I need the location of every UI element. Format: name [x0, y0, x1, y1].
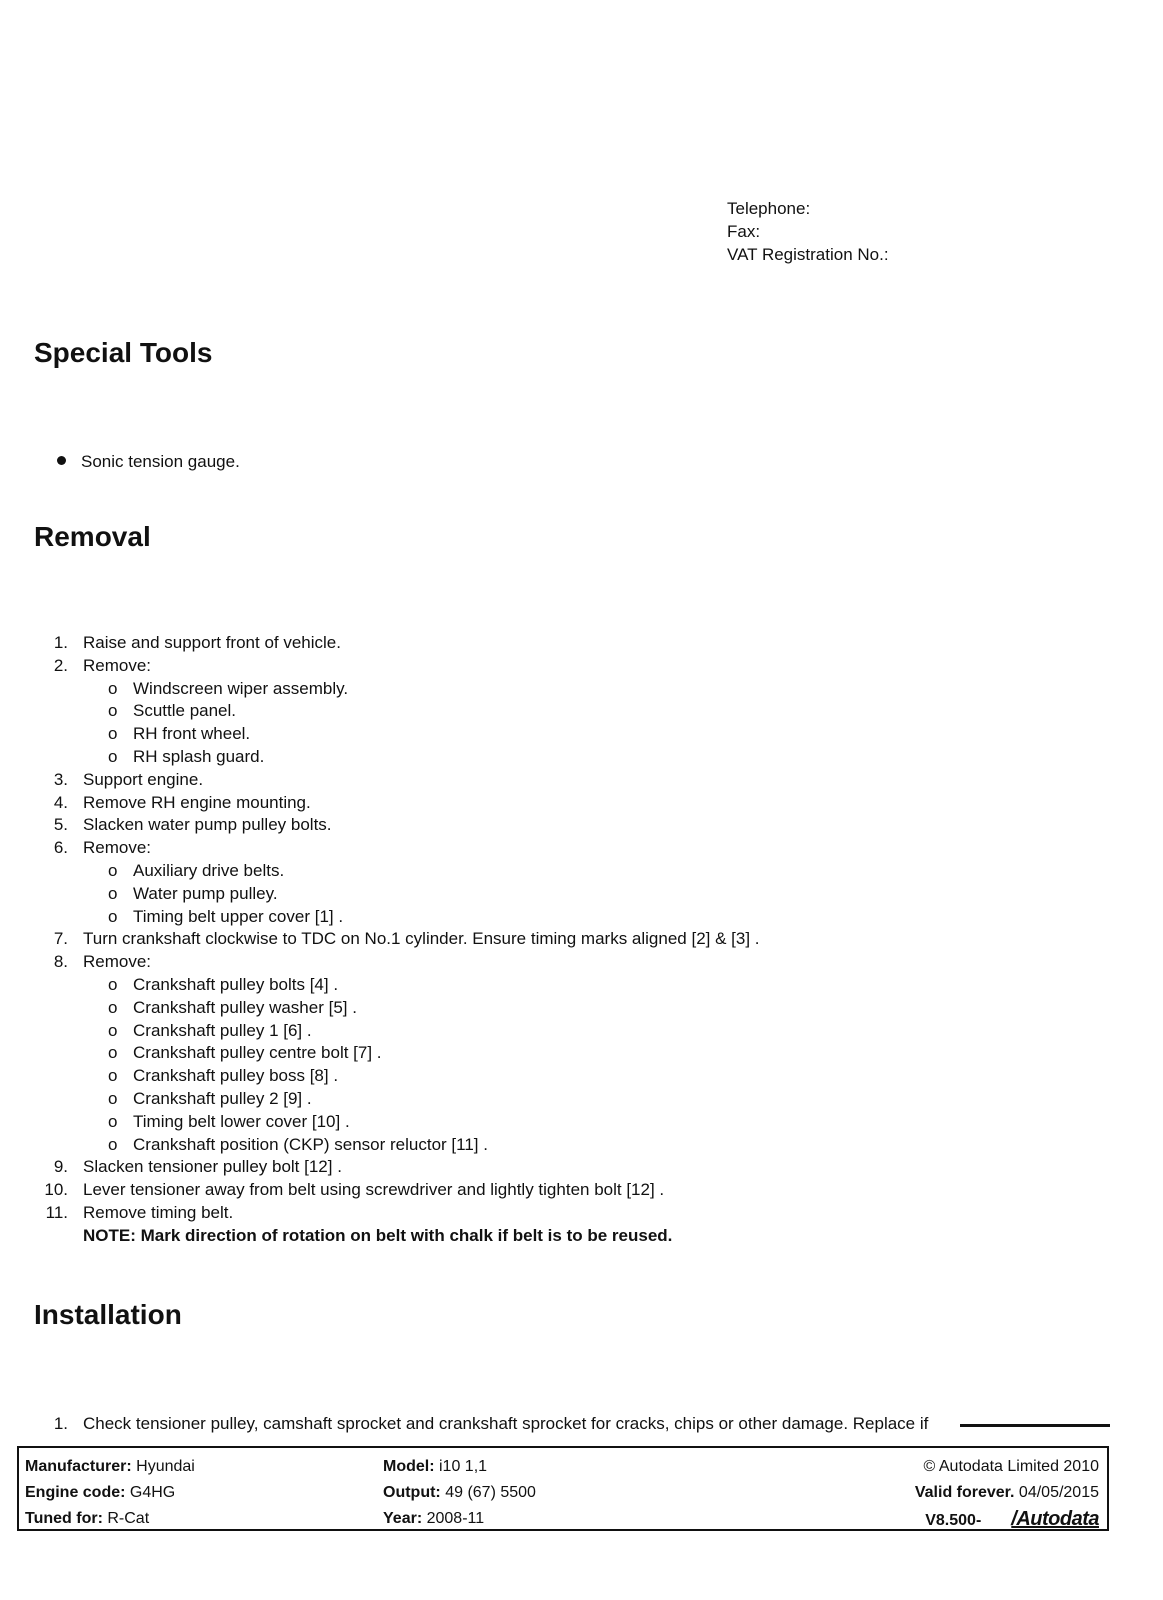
step-text: Slacken water pump pulley bolts.	[83, 815, 332, 835]
sub-item-text: Windscreen wiper assembly.	[133, 678, 349, 698]
sub-list-item	[0, 723, 1163, 746]
step-number: 7.	[53, 929, 68, 949]
step-number: 4.	[53, 792, 68, 812]
bullet-icon	[57, 456, 66, 465]
sub-item-text: RH front wheel.	[133, 724, 251, 744]
step-text: Remove:	[83, 838, 152, 858]
step-number: 8.	[53, 952, 68, 972]
sub-item-text: Auxiliary drive belts.	[133, 860, 285, 880]
list-item	[0, 837, 1163, 860]
circle-bullet-icon: o	[108, 997, 118, 1017]
sub-item-text: Crankshaft pulley 1 [6] .	[133, 1020, 312, 1040]
step-number: 10.	[44, 1180, 68, 1200]
sub-list-item	[0, 1042, 1163, 1065]
step-text: Raise and support front of vehicle.	[83, 633, 341, 652]
sub-list-item	[0, 1134, 1163, 1157]
tuned-for-value: R-Cat	[107, 1510, 150, 1527]
circle-bullet-icon: o	[108, 724, 118, 744]
valid-date: 04/05/2015	[1018, 1484, 1099, 1501]
telephone-label: Telephone:	[727, 199, 811, 218]
step-number: 5.	[53, 815, 68, 835]
removal-heading: Removal	[34, 521, 151, 552]
sub-item-text: Crankshaft pulley boss [8] .	[133, 1066, 339, 1086]
circle-bullet-icon: o	[108, 883, 118, 903]
circle-bullet-icon: o	[108, 1066, 118, 1086]
step-number: 11.	[45, 1202, 68, 1222]
sub-list-item	[0, 700, 1163, 723]
step-text: Support engine.	[83, 769, 204, 789]
list-item	[0, 1202, 1163, 1225]
sub-list-item	[0, 860, 1163, 883]
step-text: Remove:	[83, 655, 152, 675]
sub-list-item	[0, 1065, 1163, 1088]
sub-list-item	[0, 678, 1163, 701]
year-label: Year:	[383, 1510, 423, 1527]
step-text: Remove RH engine mounting.	[83, 792, 311, 812]
sub-item-text: Scuttle panel.	[133, 701, 237, 721]
special-tools-list	[57, 450, 240, 473]
step-text: Remove timing belt.	[83, 1202, 234, 1222]
circle-bullet-icon: o	[108, 906, 118, 926]
manufacturer-value: Hyundai	[136, 1458, 195, 1475]
tuned-for-label: Tuned for:	[25, 1510, 103, 1527]
step-number: 2.	[53, 655, 68, 675]
step-text: Turn crankshaft clockwise to TDC on No.1 cylinder. Ensure timing marks aligned [2] & [3] .	[83, 929, 760, 949]
step-text: Slacken tensioner pulley bolt [12] .	[83, 1157, 342, 1177]
sub-list-item	[0, 883, 1163, 906]
sub-list-item	[0, 974, 1163, 997]
version-text: V8.500-	[925, 1512, 982, 1529]
circle-bullet-icon: o	[108, 860, 118, 880]
sub-list-item	[0, 1111, 1163, 1134]
circle-bullet-icon: o	[108, 974, 118, 994]
footer-model-col	[383, 1454, 536, 1532]
list-item	[0, 1179, 1163, 1202]
circle-bullet-icon: o	[108, 746, 118, 766]
sub-item-text: RH splash guard.	[133, 746, 265, 766]
copyright-text: © Autodata Limited 2010	[923, 1458, 1099, 1475]
circle-bullet-icon: o	[108, 701, 118, 721]
list-item	[0, 928, 1163, 951]
step-number: 3.	[53, 769, 68, 789]
sub-item-text: Timing belt lower cover [10] .	[133, 1111, 350, 1131]
contact-block	[727, 197, 889, 266]
list-item	[0, 792, 1163, 815]
step-number: 1.	[53, 1414, 68, 1433]
divider-line	[960, 1424, 1110, 1427]
sub-item-text: Crankshaft pulley 2 [9] .	[133, 1088, 312, 1108]
sub-item-text: Timing belt upper cover [1] .	[133, 906, 344, 926]
model-label: Model:	[383, 1458, 435, 1475]
sub-item-text: Water pump pulley.	[133, 883, 278, 903]
manufacturer-label: Manufacturer:	[25, 1458, 132, 1475]
list-item	[0, 632, 1163, 655]
list-item	[0, 951, 1163, 974]
footer-copyright-col	[915, 1454, 1099, 1534]
step-text: Lever tensioner away from belt using screwdriver and lightly tighten bolt [12] .	[83, 1180, 665, 1200]
tool-item: Sonic tension gauge.	[81, 452, 240, 471]
footer-vehicle-col	[25, 1454, 195, 1532]
list-item	[0, 655, 1163, 678]
removal-steps-list	[0, 632, 1163, 1248]
output-label: Output:	[383, 1484, 441, 1501]
valid-label: Valid forever.	[914, 1484, 1015, 1501]
sub-list-item	[0, 746, 1163, 769]
fax-label: Fax:	[727, 222, 761, 241]
sub-item-text: Crankshaft pulley washer [5] .	[133, 997, 357, 1017]
vat-label: VAT Registration No.:	[727, 245, 889, 264]
output-value: 49 (67) 5500	[445, 1484, 536, 1501]
model-value: i10 1,1	[439, 1458, 488, 1475]
sub-item-text: Crankshaft pulley centre bolt [7] .	[133, 1043, 382, 1063]
sub-item-text: Crankshaft position (CKP) sensor reluctor [11] .	[133, 1134, 488, 1154]
step-number: 1.	[53, 633, 68, 652]
step-number: 9.	[53, 1157, 68, 1177]
special-tools-heading: Special Tools	[34, 337, 213, 368]
engine-code-value: G4HG	[129, 1484, 176, 1501]
list-item	[0, 1156, 1163, 1179]
circle-bullet-icon: o	[108, 1111, 118, 1131]
autodata-logo: /Autodata	[1011, 1508, 1099, 1530]
step-text: Check tensioner pulley, camshaft sprocket and crankshaft sprocket for cracks, chips or other damage. Replace if	[83, 1414, 929, 1433]
sub-list-item	[0, 906, 1163, 929]
year-value: 2008-11	[426, 1510, 485, 1527]
circle-bullet-icon: o	[108, 1088, 118, 1108]
circle-bullet-icon: o	[108, 1043, 118, 1063]
sub-list-item	[0, 997, 1163, 1020]
footer-info-box	[17, 1446, 1109, 1531]
sub-list-item	[0, 1020, 1163, 1043]
step-text: Remove:	[83, 952, 152, 972]
step-number: 6.	[53, 838, 68, 858]
circle-bullet-icon: o	[108, 1020, 118, 1040]
sub-list-item	[0, 1088, 1163, 1111]
note-text: NOTE: Mark direction of rotation on belt with chalk if belt is to be reused.	[83, 1225, 673, 1245]
installation-heading: Installation	[34, 1299, 182, 1330]
circle-bullet-icon: o	[108, 1134, 118, 1154]
circle-bullet-icon: o	[108, 678, 118, 698]
engine-code-label: Engine code:	[25, 1484, 126, 1501]
list-item	[0, 814, 1163, 837]
sub-item-text: Crankshaft pulley bolts [4] .	[133, 974, 339, 994]
list-item	[0, 769, 1163, 792]
